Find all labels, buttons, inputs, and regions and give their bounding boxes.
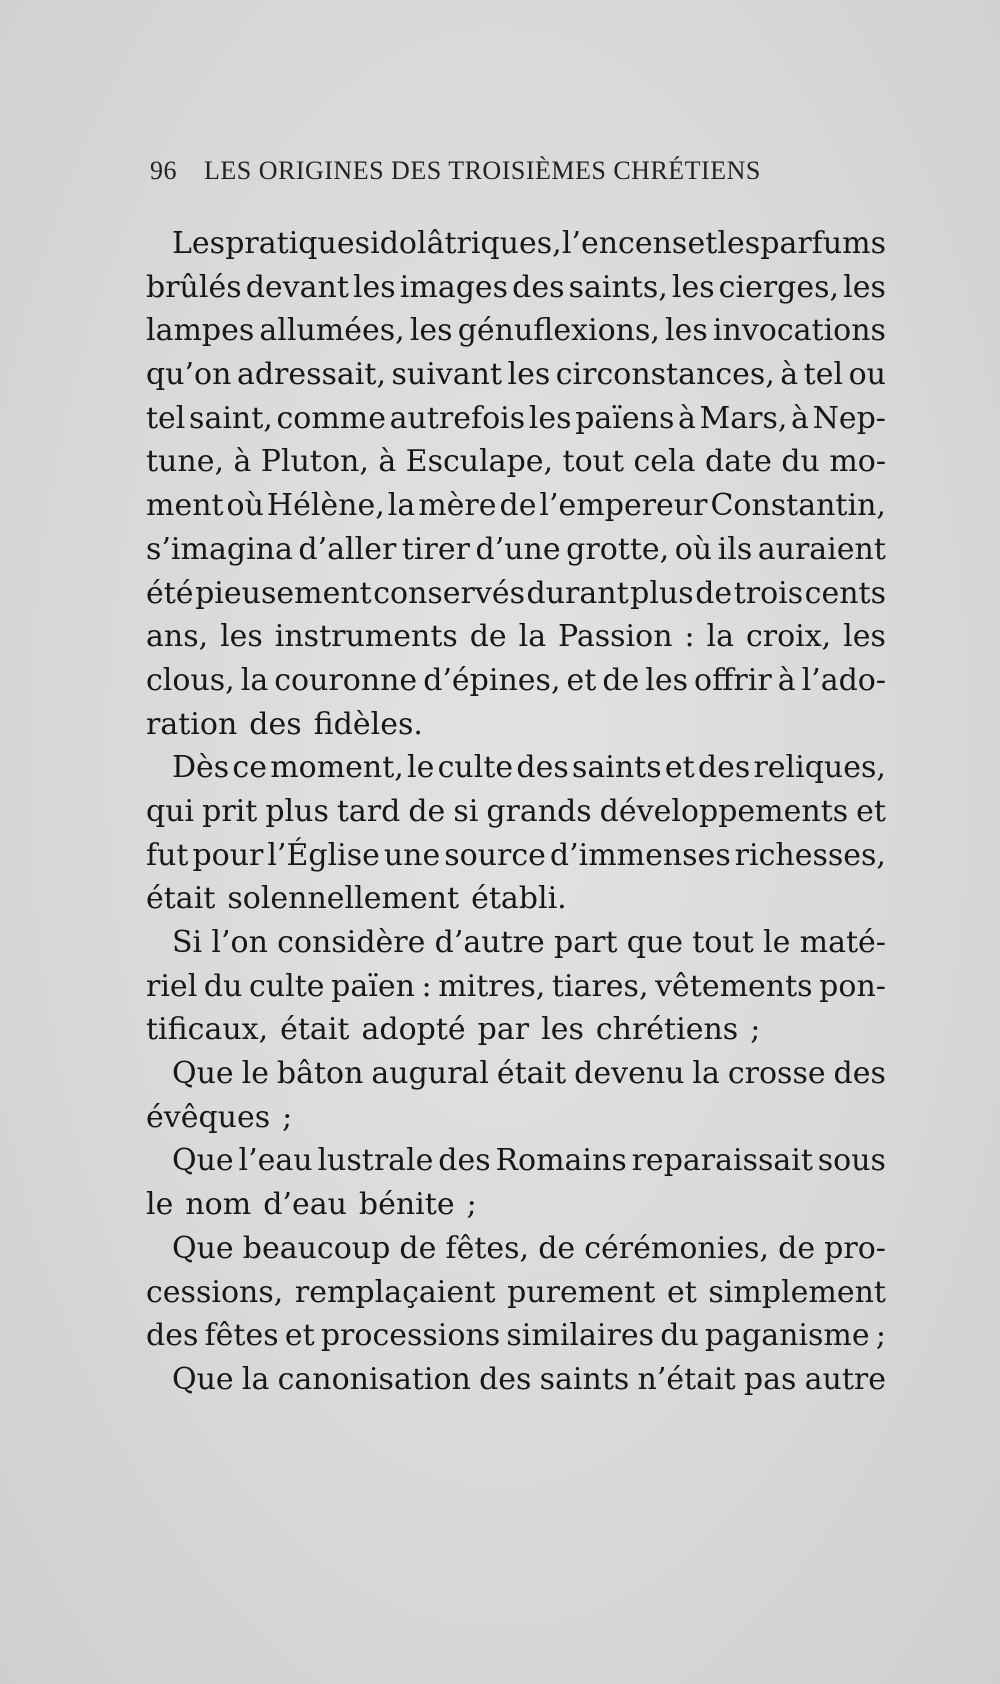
word: était [146, 881, 216, 917]
word: tificaux, [146, 1012, 269, 1048]
word: autre [804, 1361, 886, 1397]
word: processions [320, 1318, 501, 1354]
word: ; [875, 1318, 886, 1354]
word: : [684, 619, 695, 655]
word: à [780, 357, 799, 393]
running-header [150, 156, 830, 186]
word: sous [817, 1143, 886, 1179]
word: Romains [495, 1143, 627, 1179]
word: les [528, 400, 572, 436]
text-line [146, 746, 886, 790]
word: tout [562, 444, 625, 480]
text-line [146, 1139, 886, 1183]
text-line [146, 440, 886, 484]
word: du [203, 968, 243, 1004]
word: bénite [358, 1187, 455, 1223]
text-line [146, 484, 886, 528]
word: devenu [574, 1056, 685, 1092]
word: solennellement [227, 881, 460, 917]
word: et [687, 226, 718, 261]
word: invocations [712, 313, 886, 349]
word: vêtements [655, 968, 813, 1004]
word: l’encens [561, 226, 688, 261]
word: les [541, 1012, 584, 1048]
word: qui [146, 793, 195, 829]
word: la [692, 1056, 720, 1092]
word: des [512, 269, 565, 305]
word: les [352, 269, 396, 305]
word: adopté [361, 1012, 466, 1048]
word: bâton [276, 1056, 364, 1092]
word: qu’on [146, 357, 232, 393]
word: durant [526, 575, 629, 611]
word: cents [804, 575, 886, 611]
word: les [843, 269, 886, 305]
word: pratiques [225, 226, 370, 261]
word: date [704, 444, 772, 480]
word: du [781, 444, 820, 480]
word: reliques, [753, 750, 886, 786]
word: Esculape, [405, 444, 554, 480]
word: cérémonies, [584, 1230, 770, 1266]
word: le [407, 750, 435, 786]
word: évêques [146, 1099, 271, 1135]
word: ; [282, 1099, 293, 1135]
word: saints, [568, 269, 668, 305]
text-line [146, 353, 886, 397]
word: pour [192, 837, 264, 873]
text-line [146, 834, 886, 878]
word: : [421, 968, 432, 1004]
word: ou [848, 357, 886, 393]
word: purement [507, 1274, 656, 1310]
word: maté- [799, 925, 886, 960]
word: considère [277, 925, 426, 960]
word: croix, [745, 619, 832, 655]
word: l’ado- [801, 662, 886, 698]
word: païen [331, 968, 415, 1004]
word: de [695, 575, 733, 611]
word: paganisme [704, 1318, 870, 1354]
word: reparaissait [631, 1143, 813, 1179]
word: l’empereur [539, 488, 708, 524]
word: établi. [471, 881, 567, 917]
text-line [146, 222, 886, 266]
text-line [146, 1271, 886, 1315]
word: l’on [211, 925, 268, 960]
word: Que [172, 1056, 234, 1092]
word: était [280, 1012, 350, 1048]
text-line [146, 877, 886, 921]
word: à [378, 444, 397, 480]
word: les [843, 619, 886, 655]
word: fêtes [204, 1318, 279, 1354]
text-line [146, 790, 886, 834]
word: de [538, 1230, 576, 1266]
word: d’immenses [549, 837, 731, 873]
word: Passion [558, 619, 673, 655]
word: ; [750, 1012, 761, 1048]
word: génuflexions, [457, 313, 660, 349]
word: riel [146, 968, 198, 1004]
word: tirer [401, 531, 470, 567]
word: le [146, 1187, 174, 1223]
word: grotte, [566, 531, 670, 567]
word: fêtes, [445, 1230, 530, 1266]
word: l’eau [238, 1143, 313, 1179]
word: richesses, [734, 837, 886, 873]
text-line [146, 965, 886, 1009]
word: où [674, 531, 713, 567]
word: mo- [829, 444, 886, 480]
word: ment [146, 488, 224, 524]
word: beaucoup [242, 1230, 391, 1266]
word: des [697, 750, 751, 786]
word: Que [172, 1230, 234, 1266]
word: similaires [506, 1318, 654, 1354]
word: à [233, 444, 252, 480]
word: n’était [637, 1361, 736, 1397]
word: Dès [172, 750, 230, 786]
word: culte [249, 968, 325, 1004]
word: autrefois [389, 400, 526, 436]
word: mitres, [438, 968, 546, 1004]
word: lustrale [317, 1143, 434, 1179]
word: ans, [146, 619, 209, 655]
word: Que [172, 1143, 234, 1179]
word: lampes [146, 313, 255, 349]
word: par [477, 1012, 530, 1048]
word: images [399, 269, 509, 305]
word: où [226, 488, 264, 524]
word: augural [371, 1056, 489, 1092]
word: pas [743, 1361, 797, 1397]
word: la [706, 619, 735, 655]
text-line [146, 703, 886, 747]
word: et [664, 750, 695, 786]
word: des [438, 1143, 491, 1179]
word: couronne [274, 662, 418, 698]
word: brûlés [146, 269, 242, 305]
text-line [146, 1008, 886, 1052]
word: la [518, 619, 547, 655]
word: la [241, 1361, 270, 1397]
word: source [444, 837, 546, 873]
word: canonisation [277, 1361, 471, 1397]
page-number: 96 [150, 156, 177, 185]
word: et [284, 1318, 315, 1354]
word: allumées, [259, 313, 405, 349]
word: les [645, 662, 689, 698]
word: les [507, 357, 551, 393]
word: tel [803, 357, 844, 393]
word: à [677, 400, 696, 436]
word: prit [202, 793, 258, 829]
word: Que [172, 1361, 234, 1397]
word: la [387, 488, 416, 524]
text-line [146, 1052, 886, 1096]
word: et [666, 1274, 697, 1310]
word: simplement [708, 1274, 886, 1310]
word: suivant [391, 357, 503, 393]
word: crosse [727, 1056, 826, 1092]
word: tiares, [551, 968, 649, 1004]
word: d’aller [298, 531, 397, 567]
word: à [777, 662, 796, 698]
word: fidèles. [313, 706, 423, 742]
text-line [146, 397, 886, 441]
word: que [626, 925, 684, 960]
text-line [146, 1096, 886, 1140]
word: été [146, 575, 194, 611]
body-text [146, 222, 886, 1402]
word: tune, [146, 444, 224, 480]
word: grands [486, 793, 592, 829]
word: parfums [760, 226, 886, 261]
word: cela [633, 444, 696, 480]
text-line [146, 1358, 886, 1402]
word: auraient [757, 531, 886, 567]
word: Mars, [699, 400, 788, 436]
word: saint, [189, 400, 273, 436]
word: à [791, 400, 809, 436]
word: clous, [146, 662, 235, 698]
word: de [499, 488, 537, 524]
word: l’Église [267, 837, 380, 873]
word: Nep- [812, 400, 886, 436]
word: pieusement [195, 575, 372, 611]
text-line [146, 572, 886, 616]
word: des [833, 1056, 886, 1092]
word: chrétiens [595, 1012, 739, 1048]
word: des [249, 706, 302, 742]
word: et [856, 793, 886, 829]
word: une [383, 837, 441, 873]
word: conservés [373, 575, 525, 611]
word: moment, [270, 750, 404, 786]
word: plus [265, 793, 329, 829]
word: de [399, 1230, 437, 1266]
word: les [409, 313, 453, 349]
word: remplaçaient [294, 1274, 496, 1310]
word: saints [571, 750, 662, 786]
word: Constantin, [710, 488, 886, 524]
word: tel [146, 400, 186, 436]
word: devant [245, 269, 349, 305]
text-line [146, 921, 886, 965]
word: nom [185, 1187, 252, 1223]
word: la [240, 662, 269, 698]
word: ils [717, 531, 753, 567]
word: était [496, 1056, 567, 1092]
word: trois [733, 575, 804, 611]
text-line [146, 659, 886, 703]
text-line [146, 1314, 886, 1358]
word: les [665, 313, 708, 349]
word: Hélène, [266, 488, 385, 524]
word: des [146, 1318, 199, 1354]
word: de [469, 619, 507, 655]
word: s’imagina [146, 531, 293, 567]
word: et [566, 662, 597, 698]
word: tard [336, 793, 401, 829]
word: pon- [819, 968, 886, 1004]
word: les [717, 226, 761, 261]
word: païens [575, 400, 675, 436]
word: saints [539, 1361, 630, 1397]
word: d’autre [434, 925, 545, 960]
word: circonstances, [555, 357, 775, 393]
word: des [516, 750, 569, 786]
word: d’une [475, 531, 561, 567]
word: idolâtriques, [370, 226, 562, 261]
word: fut [146, 837, 189, 873]
word: de [602, 662, 640, 698]
word: comme [276, 400, 386, 436]
word: mère [418, 488, 497, 524]
text-line [146, 1183, 886, 1227]
word: cessions, [146, 1274, 284, 1310]
word: Pluton, [260, 444, 369, 480]
word: instruments [274, 619, 458, 655]
word: Si [172, 925, 203, 960]
word: des [479, 1361, 532, 1397]
word: le [241, 1056, 269, 1092]
word: ration [146, 706, 238, 742]
word: d’eau [263, 1187, 347, 1223]
word: de [778, 1230, 816, 1266]
text-line [146, 528, 886, 572]
word: pro- [824, 1230, 886, 1266]
text-line [146, 309, 886, 353]
word: culte [437, 750, 514, 786]
word: les [671, 269, 715, 305]
word: adressait, [236, 357, 386, 393]
word: Les [172, 226, 226, 261]
word: cierges, [718, 269, 840, 305]
word: de [408, 793, 446, 829]
word: les [220, 619, 263, 655]
word: développements [599, 793, 849, 829]
word: d’épines, [423, 662, 561, 698]
word: ce [232, 750, 267, 786]
word: si [453, 793, 479, 829]
word: du [660, 1318, 699, 1354]
word: plus [630, 575, 694, 611]
text-line [146, 1227, 886, 1271]
text-line [146, 615, 886, 659]
word: le [763, 925, 791, 960]
word: part [554, 925, 618, 960]
word: ; [466, 1187, 477, 1223]
running-title: LES ORIGINES DES TROISIÈMES CHRÉTIENS [204, 156, 761, 185]
word: offrir [694, 662, 772, 698]
word: tout [692, 925, 754, 960]
text-line [146, 266, 886, 310]
